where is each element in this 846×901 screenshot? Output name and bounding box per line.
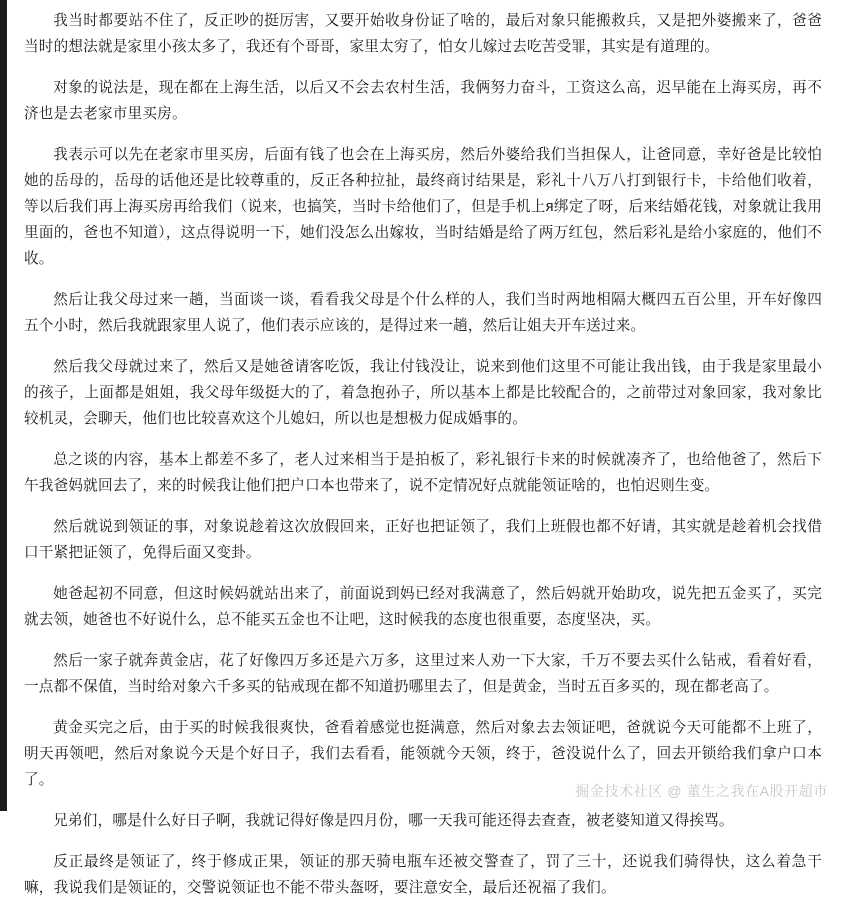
paragraph: 兄弟们，哪是什么好日子啊，我就记得好像是四月份，哪一天我可能还得去查查，被老婆知道又得挨骂。 [53, 813, 734, 829]
paragraph: 然后就说到领证的事，对象说趁着这次放假回来，正好也把证领了，我们上班假也都不好请，其实就是趁着机会找借口干紧把证领了，免得后面又变卦。 [24, 519, 822, 561]
paragraph: 然后我父母就过来了，然后又是她爸请客吃饭，我让付钱没让，说来到他们这里不可能让我出钱，由于我是家里最小的孩子，上面都是姐姐，我父母年级挺大的了，着急抱孙子，所以基本上都是比较配合的，之前带过对象回家，我对象比较机灵，会聊天，他们也比较喜欢这个儿媳妇，所以也是想极力促成婚事的。 [24, 359, 822, 427]
paragraph: 我表示可以先在老家市里买房，后面有钱了也会在上海买房，然后外婆给我们当担保人，让爸同意，幸好爸是比较怕她的岳母的，岳母的话他还是比较尊重的，反正各种拉扯，最终商讨结果是，彩礼十八万八打到银行卡，卡给他们收着，等以后我们再上海买房再给我们（说来，也搞笑，当时卡给他们了，但是手机上я绑定了呀，后来结婚花钱，对象就让我用里面的，爸也不知道），这点得说明一下，她们没怎么出嫁妆，当时结婚是给了两万红包，然后彩礼是给小家庭的，他们不收。 [24, 147, 822, 267]
left-edge-bar [0, 0, 7, 811]
paragraph: 总之谈的内容，基本上都差不多了，老人过来相当于是拍板了，彩礼银行卡来的时候就凑齐了，也给他爸了，然后下午我爸妈就回去了，来的时候我让他们把户口本也带来了，说不定情况好点就能领证啥的，也怕迟则生变。 [24, 452, 822, 494]
paragraph: 黄金买完之后，由于买的时候我很爽快，爸看着感觉也挺满意，然后对象去去领证吧，爸就说今天可能都不上班了，明天再领吧，然后对象说今天是个好日子，我们去看看，能领就今天领，终于，爸没说什么了，回去开锁给我们拿户口本了。 [24, 720, 822, 788]
paragraph: 我当时都要站不住了，反正吵的挺厉害，又要开始收身份证了啥的，最后对象只能搬救兵，又是把外婆搬来了，爸爸当时的想法就是家里小孩太多了，我还有个哥哥，家里太穷了，怕女儿嫁过去吃苦受罪，其实是有道理的。 [24, 13, 822, 55]
article-body [24, 8, 822, 901]
paragraph: 然后一家子就奔黄金店，花了好像四万多还是六万多，这里过来人劝一下大家，千万不要去买什么钻戒，看着好看，一点都不保值，当时给对象六千多买的钻戒现在都不知道扔哪里去了，但是黄金，当时五百多买的，现在都老高了。 [24, 653, 822, 695]
paragraph: 然后让我父母过来一趟，当面谈一谈，看看我父母是个什么样的人，我们当时两地相隔大概四五百公里，开车好像四五个小时，然后我就跟家里人说了，他们表示应该的，是得过来一趟，然后让姐夫开车送过来。 [24, 292, 822, 334]
watermark-text: 掘金技术社区 @ 董生之我在A股开超市 [575, 783, 828, 799]
paragraph: 对象的说法是，现在都在上海生活，以后又不会去农村生活，我俩努力奋斗，工资这么高，迟早能在上海买房，再不济也是去老家市里买房。 [24, 80, 822, 122]
paragraph: 反正最终是领证了，终于修成正果，领证的那天骑电瓶车还被交警查了，罚了三十，还说我们骑得快，这么着急干嘛，我说我们是领证的，交警说领证也不能不带头盔呀，要注意安全，最后还祝福了我们。 [24, 854, 822, 896]
paragraph: 她爸起初不同意，但这时候妈就站出来了，前面说到妈已经对我满意了，然后妈就开始助攻，说先把五金买了，买完就去领，她爸也不好说什么，总不能买五金也不让吧，这时候我的态度也很重要，态度坚决，买。 [24, 586, 822, 628]
